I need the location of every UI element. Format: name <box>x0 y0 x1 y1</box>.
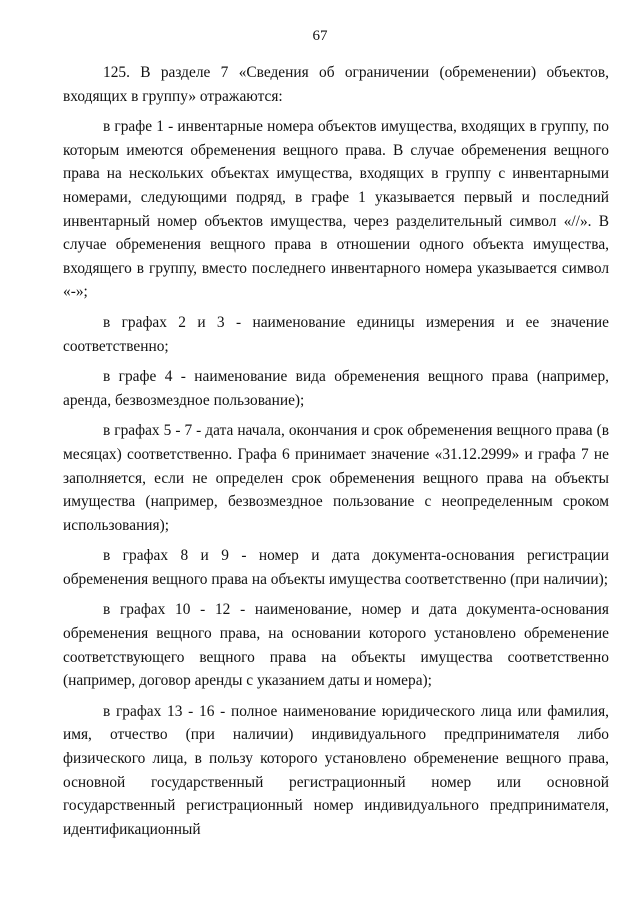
paragraph-column-4: в графе 4 - наименование вида обременения вещного права (например, аренда, безвозмездное пользование); <box>63 368 609 409</box>
paragraph-column-1: в графе 1 - инвентарные номера объектов имущества, входящих в группу, по которым имеются обременения вещного права. В случае обременения вещного права на нескольких объектах имущества, входящих в группу с инвентарными номерами, следующими подряд, в графе 1 указывается первый и последний инвентарный номер объектов имущества, через разделительный символ «//». В случае обременения вещного права в отношении одного объекта имущества, входящего в группу, вместо последнего инвентарного номера указывается символ «-»; <box>63 118 609 301</box>
page-number: 67 <box>312 28 328 44</box>
paragraph-columns-13-16: в графах 13 - 16 - полное наименование юридического лица или фамилия, имя, отчество (при наличии) индивидуального предпринимателя либо физического лица, в пользу которого установлено обременение вещного права, основной государственный регистрационный номер или основной государственный регистрационный номер индивидуального предпринимателя, идентификационный <box>63 702 609 838</box>
paragraph-columns-5-7: в графах 5 - 7 - дата начала, окончания и срок обременения вещного права (в месяцах) соответственно. Графа 6 принимает значение «31.12.2999» и графа 7 не заполняется, если не определен срок обременения вещного права на объекты имущества (например, безвозмездное пользование с неопределенным сроком использования); <box>63 422 609 534</box>
paragraph-section-7-intro: 125. В разделе 7 «Сведения об ограничении (обременении) объектов, входящих в группу» отражаются: <box>63 64 609 105</box>
paragraph-columns-2-3: в графах 2 и 3 - наименование единицы измерения и ее значение соответственно; <box>63 313 609 355</box>
document-body <box>63 61 609 848</box>
paragraph-columns-10-12: в графах 10 - 12 - наименование, номер и дата документа-основания обременения вещного права, на основании которого установлено обременение соответствующего вещного права на объекты имущества соответственно (например, договор аренды с указанием даты и номера); <box>63 601 609 690</box>
paragraph-columns-8-9: в графах 8 и 9 - номер и дата документа-основания регистрации обременения вещного права на объекты имущества соответственно (при наличии); <box>63 547 609 588</box>
